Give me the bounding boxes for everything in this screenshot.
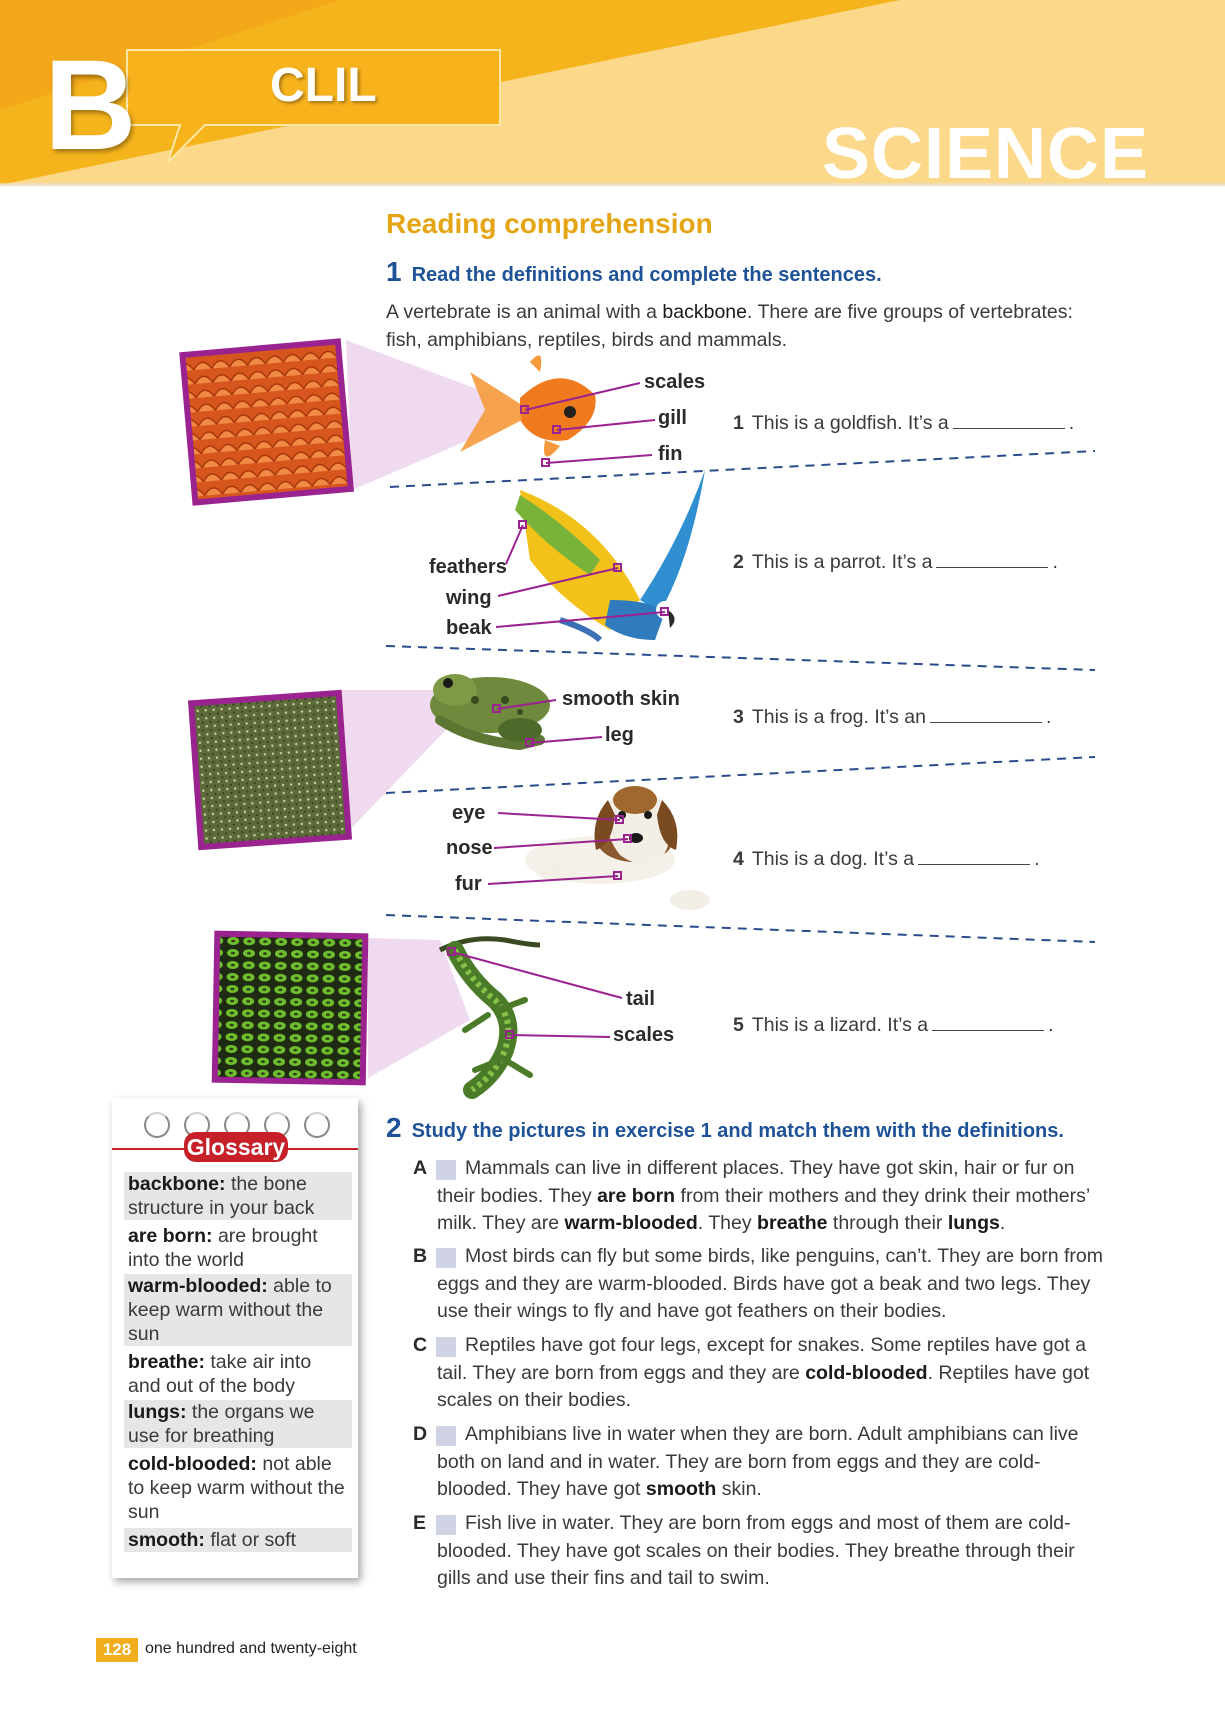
section-title: Reading comprehension	[386, 208, 713, 239]
glossary-entry: backbone: the bone structure in your back	[124, 1172, 352, 1220]
ring-icon	[144, 1112, 170, 1138]
glossary-entry: warm-blooded: able to keep warm without the sun	[124, 1274, 352, 1346]
label-fin: fin	[658, 443, 683, 465]
answer-blank-2[interactable]	[936, 549, 1048, 568]
exercise-1-number: 1	[386, 256, 402, 287]
glossary-entry: breathe: take air into and out of the body	[128, 1351, 312, 1397]
label-gill: gill	[658, 407, 687, 429]
exercise-2-number: 2	[386, 1112, 402, 1143]
dog-image	[525, 786, 710, 910]
label-leg: leg	[605, 724, 634, 746]
frog-image	[430, 674, 550, 745]
answer-box-d[interactable]	[436, 1426, 456, 1446]
parrot-image	[515, 470, 705, 640]
glossary-card	[112, 1098, 358, 1578]
lizard-scales-closeup	[215, 934, 366, 1083]
answer-box-e[interactable]	[436, 1515, 456, 1535]
sentence-5: 5 This is a lizard. It’s a .	[733, 1014, 1054, 1036]
frog-skin-closeup	[191, 693, 349, 847]
label-smooth-skin: smooth skin	[562, 688, 680, 710]
glossary-entry: lungs: the organs we use for breathing	[124, 1400, 352, 1448]
sentence-2: 2 This is a parrot. It’s a .	[733, 551, 1058, 573]
label-beak: beak	[446, 617, 492, 639]
sentence-4: 4 This is a dog. It’s a .	[733, 848, 1040, 870]
fish-scales-closeup	[182, 341, 350, 502]
glossary-title: Glossary	[184, 1132, 288, 1162]
definition-a: A Mammals can live in different places. They have got skin, hair or fur on their bodies. They are born from their mothers and they drink their mothers’ milk. They are warm-blooded. They breathe through their lungs.	[413, 1157, 1090, 1234]
glossary-entry: cold-blooded: not able to keep warm without the sun	[128, 1453, 345, 1523]
answer-box-b[interactable]	[436, 1248, 456, 1268]
label-nose: nose	[446, 837, 493, 859]
definition-e: E Fish live in water. They are born from eggs and most of them are cold-blooded. They have got scales on their bodies. They breathe through their gills and use their fins and tail to swim.	[413, 1512, 1075, 1589]
unit-letter: B	[44, 34, 137, 177]
subject-title: SCIENCE	[822, 114, 1150, 194]
label-scales-fish: scales	[644, 371, 706, 393]
sentence-1: 1 This is a goldfish. It’s a .	[733, 412, 1075, 434]
answer-blank-5[interactable]	[932, 1012, 1044, 1031]
definition-c: C Reptiles have got four legs, except for snakes. Some reptiles have got a tail. They are born from eggs and they are cold-blooded. Reptiles have got scales on their bodies.	[413, 1334, 1090, 1411]
exercise-1-instruction: Read the definitions and complete the sentences.	[411, 264, 882, 286]
glossary-entry: smooth: flat or soft	[124, 1528, 352, 1552]
sentence-3: 3 This is a frog. It’s an .	[733, 706, 1052, 728]
answer-blank-4[interactable]	[918, 846, 1030, 865]
label-feathers: feathers	[429, 556, 507, 578]
definition-d: D Amphibians live in water when they are born. Adult amphibians can live both on land and in water. They are born from eggs and they are cold-blooded. They have got smooth skin.	[413, 1423, 1079, 1500]
ring-icon	[304, 1112, 330, 1138]
definition-b: B Most birds can fly but some birds, like penguins, can’t. They are born from eggs and they are warm-blooded. Birds have got a beak and two legs. They use their wings to fly and have got feathers on their bodies.	[413, 1245, 1104, 1322]
answer-blank-1[interactable]	[953, 410, 1065, 429]
page-number: 128	[96, 1638, 138, 1662]
intro-keyword: backbone	[662, 301, 747, 323]
answer-blank-3[interactable]	[930, 704, 1042, 723]
label-eye: eye	[452, 802, 486, 824]
answer-box-a[interactable]	[436, 1160, 456, 1180]
label-scales-lizard: scales	[613, 1024, 675, 1046]
label-tail: tail	[626, 988, 655, 1010]
label-fur: fur	[455, 873, 482, 895]
page-number-words: one hundred and twenty-eight	[145, 1640, 357, 1657]
label-wing: wing	[446, 587, 492, 609]
exercise-2-heading	[386, 1112, 1064, 1144]
glossary-entry: are born: are brought into the world	[128, 1225, 318, 1271]
exercise-2-instruction: Study the pictures in exercise 1 and match them with the definitions.	[411, 1120, 1064, 1142]
clil-label: CLIL	[270, 59, 377, 112]
answer-box-c[interactable]	[436, 1337, 456, 1357]
exercise-1-intro: A vertebrate is an animal with a backbone. There are five groups of vertebrates: fish, amphibians, reptiles, birds and mammals.	[386, 301, 1073, 351]
